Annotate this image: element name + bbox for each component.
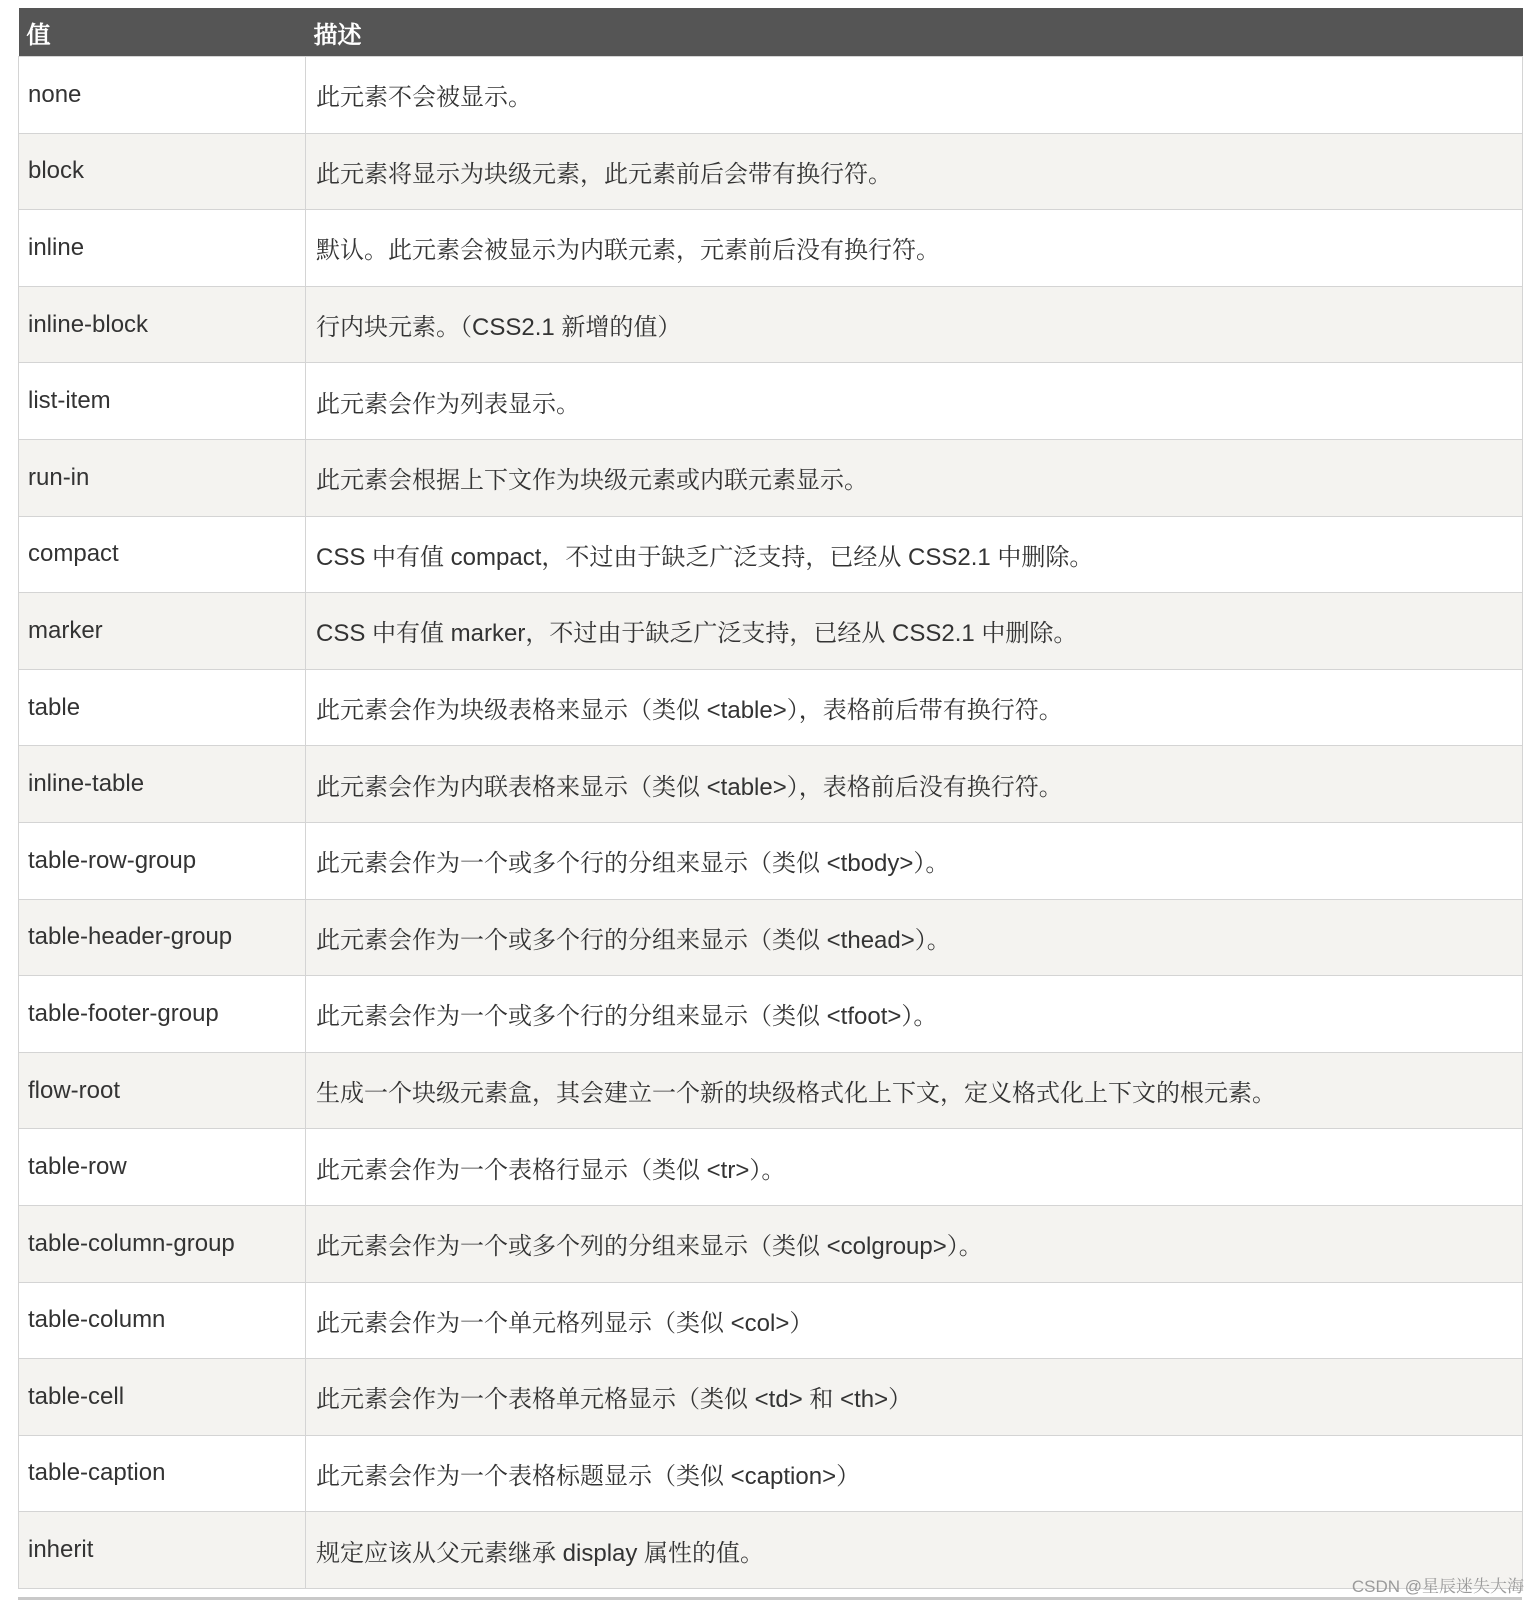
table-row	[19, 669, 1523, 746]
table-row	[19, 363, 1523, 440]
value-cell: table-header-group	[19, 899, 306, 976]
table-row	[19, 210, 1523, 287]
table-row	[19, 1282, 1523, 1359]
table-row	[19, 1205, 1523, 1282]
value-cell: compact	[19, 516, 306, 593]
table-row	[19, 286, 1523, 363]
description-cell: 此元素会作为一个单元格列显示（类似 <col>）	[306, 1282, 1523, 1359]
table-row	[19, 1359, 1523, 1436]
value-cell: flow-root	[19, 1052, 306, 1129]
table-row	[19, 976, 1523, 1053]
table-row	[19, 516, 1523, 593]
description-cell: CSS 中有值 marker，不过由于缺乏广泛支持，已经从 CSS2.1 中删除。	[306, 593, 1523, 670]
table-header-row	[19, 8, 1523, 57]
value-cell: table-row-group	[19, 822, 306, 899]
description-cell: 此元素会作为一个或多个列的分组来显示（类似 <colgroup>）。	[306, 1205, 1523, 1282]
description-cell: 生成一个块级元素盒，其会建立一个新的块级格式化上下文，定义格式化上下文的根元素。	[306, 1052, 1523, 1129]
table-row	[19, 1512, 1523, 1589]
value-cell: table-cell	[19, 1359, 306, 1436]
table-row	[19, 822, 1523, 899]
value-cell: block	[19, 133, 306, 210]
value-cell: inline-table	[19, 746, 306, 823]
value-cell: table-caption	[19, 1435, 306, 1512]
table-row	[19, 899, 1523, 976]
description-cell: 此元素会作为一个或多个行的分组来显示（类似 <tbody>）。	[306, 822, 1523, 899]
description-cell: 此元素会作为块级表格来显示（类似 <table>），表格前后带有换行符。	[306, 669, 1523, 746]
table-row	[19, 439, 1523, 516]
value-cell: table-column	[19, 1282, 306, 1359]
table-row	[19, 1129, 1523, 1206]
description-cell: 此元素会作为一个表格单元格显示（类似 <td> 和 <th>）	[306, 1359, 1523, 1436]
description-cell: CSS 中有值 compact，不过由于缺乏广泛支持，已经从 CSS2.1 中删除。	[306, 516, 1523, 593]
value-cell: marker	[19, 593, 306, 670]
column-header-value: 值	[19, 8, 306, 57]
table-row	[19, 1435, 1523, 1512]
value-cell: table-column-group	[19, 1205, 306, 1282]
value-cell: inherit	[19, 1512, 306, 1589]
value-cell: list-item	[19, 363, 306, 440]
description-cell: 此元素会作为一个或多个行的分组来显示（类似 <thead>）。	[306, 899, 1523, 976]
value-cell: run-in	[19, 439, 306, 516]
description-cell: 此元素会作为列表显示。	[306, 363, 1523, 440]
value-cell: inline	[19, 210, 306, 287]
display-values-table	[18, 8, 1523, 1589]
value-cell: none	[19, 57, 306, 134]
description-cell: 此元素会作为一个表格标题显示（类似 <caption>）	[306, 1435, 1523, 1512]
table-row	[19, 1052, 1523, 1129]
description-cell: 行内块元素。（CSS2.1 新增的值）	[306, 286, 1523, 363]
description-cell: 默认。此元素会被显示为内联元素，元素前后没有换行符。	[306, 210, 1523, 287]
description-cell: 此元素会根据上下文作为块级元素或内联元素显示。	[306, 439, 1523, 516]
table-row	[19, 746, 1523, 823]
value-cell: table-footer-group	[19, 976, 306, 1053]
bottom-divider	[18, 1597, 1522, 1600]
description-cell: 此元素会作为一个或多个行的分组来显示（类似 <tfoot>）。	[306, 976, 1523, 1053]
value-cell: table-row	[19, 1129, 306, 1206]
table-row	[19, 133, 1523, 210]
value-cell: inline-block	[19, 286, 306, 363]
value-cell: table	[19, 669, 306, 746]
description-cell: 此元素会作为一个表格行显示（类似 <tr>）。	[306, 1129, 1523, 1206]
table-row	[19, 593, 1523, 670]
description-cell: 此元素将显示为块级元素，此元素前后会带有换行符。	[306, 133, 1523, 210]
watermark: CSDN @星辰迷失大海	[1351, 1577, 1524, 1596]
description-cell: 此元素会作为内联表格来显示（类似 <table>），表格前后没有换行符。	[306, 746, 1523, 823]
description-cell: 规定应该从父元素继承 display 属性的值。	[306, 1512, 1523, 1589]
column-header-description: 描述	[306, 8, 1523, 57]
description-cell: 此元素不会被显示。	[306, 57, 1523, 134]
table-row	[19, 57, 1523, 134]
